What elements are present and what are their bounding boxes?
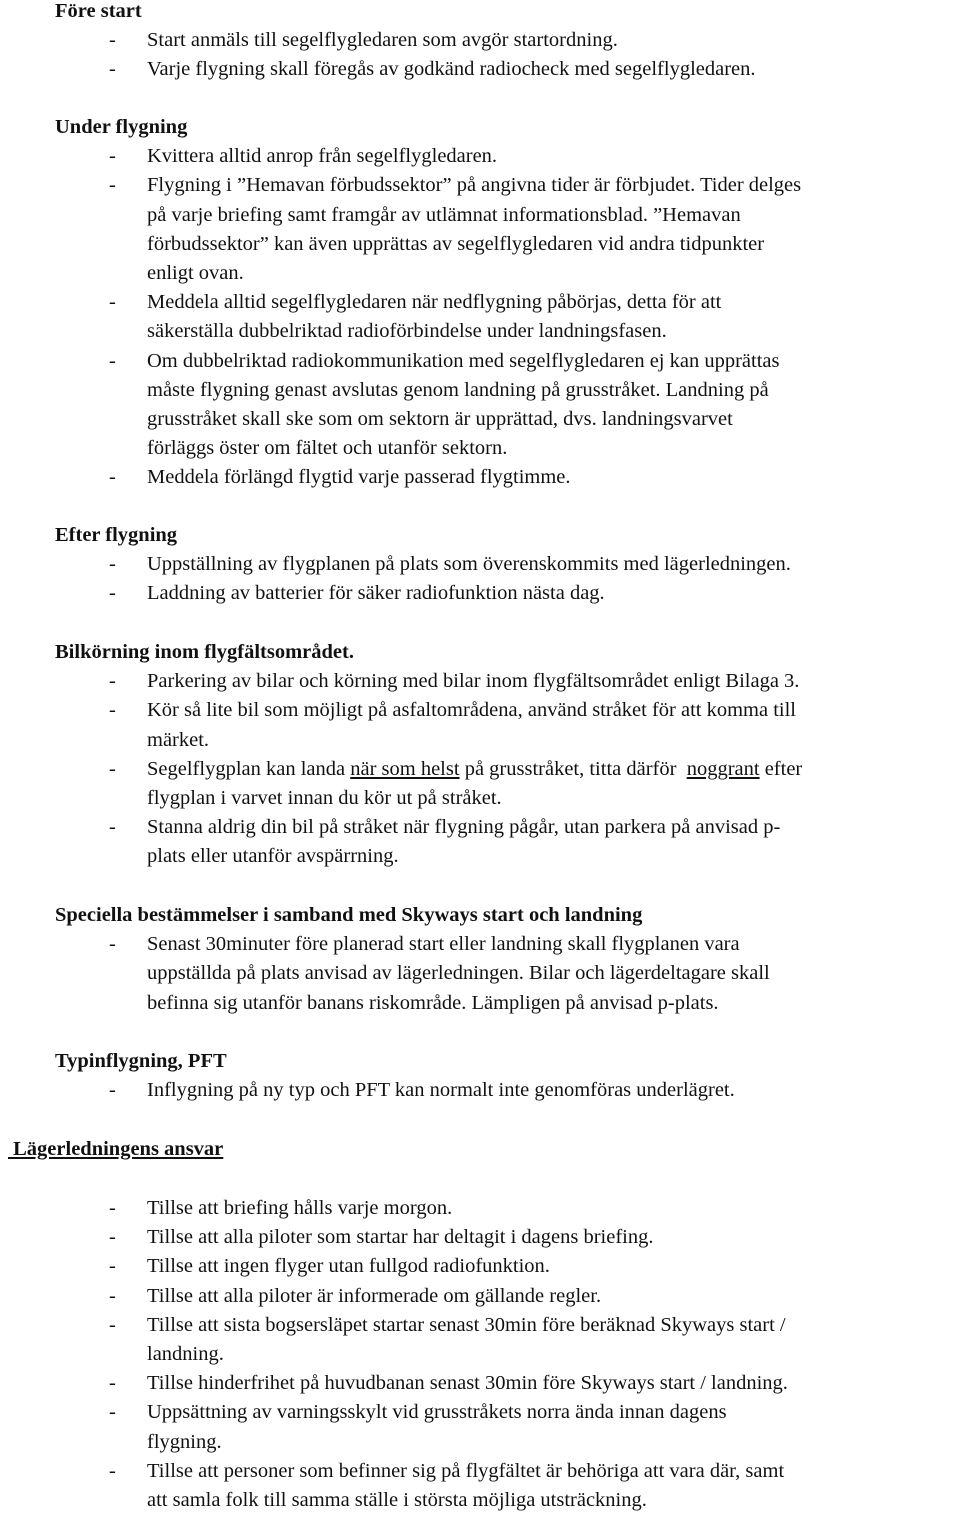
section-heading: Före start [55,0,142,22]
list-item-text: Laddning av batterier för säker radiofunktion nästa dag. [147,582,605,605]
list-item [0,550,960,579]
dash-marker: - [109,29,116,52]
list-item-text: Tillse att sista bogsersläpet startar senast 30min före beräknad Skyways start / landning. [147,1313,786,1366]
list-item-text: Stanna aldrig din bil på stråket när flygning pågår, utan parkera på anvisad p- plats eller utanför avspärrning. [147,816,781,868]
section-heading: Bilkörning inom flygfältsområdet. [55,641,354,663]
bullet-list [0,1194,960,1515]
text-segment: Segelflygplan kan landa [147,757,351,780]
bullet-list [0,930,960,1018]
list-item [0,1457,960,1515]
dash-marker: - [109,1079,116,1102]
dash-marker: - [109,1313,116,1336]
dash-marker: - [109,58,116,81]
list-item [0,463,960,492]
dash-marker: - [109,582,116,605]
list-item [0,1252,960,1281]
bullet-list [0,1076,960,1105]
bullet-list [0,550,960,608]
list-item [0,55,960,84]
dash-marker: - [109,553,116,576]
dash-marker: - [109,670,116,693]
list-item [0,171,960,288]
list-item-text: Tillse hinderfrihet på huvudbanan senast 30min före Skyways start / landning. [147,1372,788,1395]
list-item-text: Tillse att alla piloter som startar har deltagit i dagens briefing. [147,1226,654,1249]
list-item-text: Senast 30minuter före planerad start eller landning skall flygplanen vara uppställda på plats anvisad av lägerledningen. Bilar och lägerdeltagare skall befinna sig utanför banans riskområde. Lämpligen på anvisad p-plats. [147,933,770,1014]
dash-marker: - [109,1226,116,1249]
list-item-text: Tillse att briefing hålls varje morgon. [147,1197,453,1219]
bullet-list [0,142,960,492]
list-item-text: Meddela alltid segelflygledaren när nedflygning påbörjas, detta för att säkerställa dubbelriktad radioförbindelse under landningsfasen. [147,291,722,343]
list-item-text: Uppställning av flygplanen på plats som överenskommits med lägerledningen. [147,553,791,576]
list-item [0,1194,960,1223]
underlined-text: när som helst [350,757,460,780]
list-item-text: Inflygning på ny typ och PFT kan normalt inte genomföras underlägret. [147,1079,735,1102]
section-fore-start [0,0,960,85]
dash-marker: - [109,291,116,314]
section-heading: Typinflygning, PFT [55,1050,227,1072]
list-item [0,579,960,608]
dash-marker: - [109,174,116,197]
list-item-text: Varje flygning skall föregås av godkänd radiocheck med segelflygledaren. [147,58,756,81]
dash-marker: - [109,1401,116,1424]
section-heading: Speciella bestämmelser i samband med Skyways start och landning [55,904,643,926]
list-item-text: Kvittera alltid anrop från segelflygledaren. [147,145,498,168]
section-heading: Under flygning [55,116,188,138]
list-item [0,667,960,696]
list-item [0,1282,960,1311]
list-item [0,142,960,171]
list-item-text: Tillse att alla piloter är informerade om gällande regler. [147,1284,602,1307]
section-efter-flygning [0,521,960,609]
dash-marker: - [109,466,116,489]
section-under-flygning [0,113,960,493]
underlined-text: noggrant [686,757,760,780]
dash-marker: - [109,1197,116,1219]
dash-marker: - [109,349,116,372]
text-segment: efter flygplan i varvet innan du kör ut på stråket. [147,757,803,810]
dash-marker: - [109,1284,116,1307]
section-skyways [0,901,960,1018]
dash-marker: - [109,757,116,780]
section-heading: Lägerledningens ansvar [8,1138,224,1160]
list-item-text: Tillse att personer som befinner sig på flygfältet är behöriga att vara där, samt att samla folk till samma ställe i största möjliga utsträckning. [147,1459,785,1512]
bullet-list [0,667,960,871]
dash-marker: - [109,1372,116,1395]
section-lagerledningen [0,1135,960,1164]
dash-marker: - [109,145,116,168]
list-item [0,696,960,754]
section-bilkorning [0,638,960,872]
list-item [0,813,960,871]
text-segment: på grusstråket, titta därför [459,757,687,780]
bullet-list [0,26,960,84]
list-item-text: Tillse att ingen flyger utan fullgod radiofunktion. [147,1255,550,1278]
dash-marker: - [109,1255,116,1278]
section-lagerledningen-list [0,1194,960,1515]
section-typinflygning [0,1047,960,1105]
list-item [0,1311,960,1369]
section-heading: Efter flygning [55,524,178,546]
list-item-text: Kör så lite bil som möjligt på asfaltområdena, använd stråket för att komma till märket. [147,699,797,751]
list-item-text: Parkering av bilar och körning med bilar inom flygfältsområdet enligt Bilaga 3. [147,670,800,693]
list-item [0,1223,960,1252]
list-item [0,1076,960,1105]
list-item [0,755,960,813]
list-item-text: Flygning i ”Hemavan förbudssektor” på angivna tider är förbjudet. Tider delges på varje briefing samt framgår av utlämnat informationsblad. ”Hemavan förbudssektor” kan även upprättas av segelflygledaren vid andra tidpunkter enligt ovan. [147,174,802,285]
list-item [0,26,960,55]
list-item [0,930,960,1018]
dash-marker: - [109,933,116,956]
dash-marker: - [109,1459,116,1482]
list-item [0,288,960,346]
list-item [0,1369,960,1398]
list-item-text [147,755,956,813]
dash-marker: - [109,699,116,722]
list-item-text: Uppsättning av varningsskylt vid grusstråkets norra ända innan dagens flygning. [147,1401,727,1453]
list-item-text: Meddela förlängd flygtid varje passerad flygtimme. [147,466,571,489]
list-item [0,1398,960,1456]
dash-marker: - [109,816,116,839]
list-item-text: Start anmäls till segelflygledaren som avgör startordning. [147,29,618,52]
list-item [0,347,960,464]
list-item-text: Om dubbelriktad radiokommunikation med segelflygledaren ej kan upprättas måste flygning genast avslutas genom landning på grusstråket. Landning på grusstråket skall ske som om sektorn är upprättad, dvs. landningsvarvet förläggs öster om fältet och utanför sektorn. [147,349,780,460]
